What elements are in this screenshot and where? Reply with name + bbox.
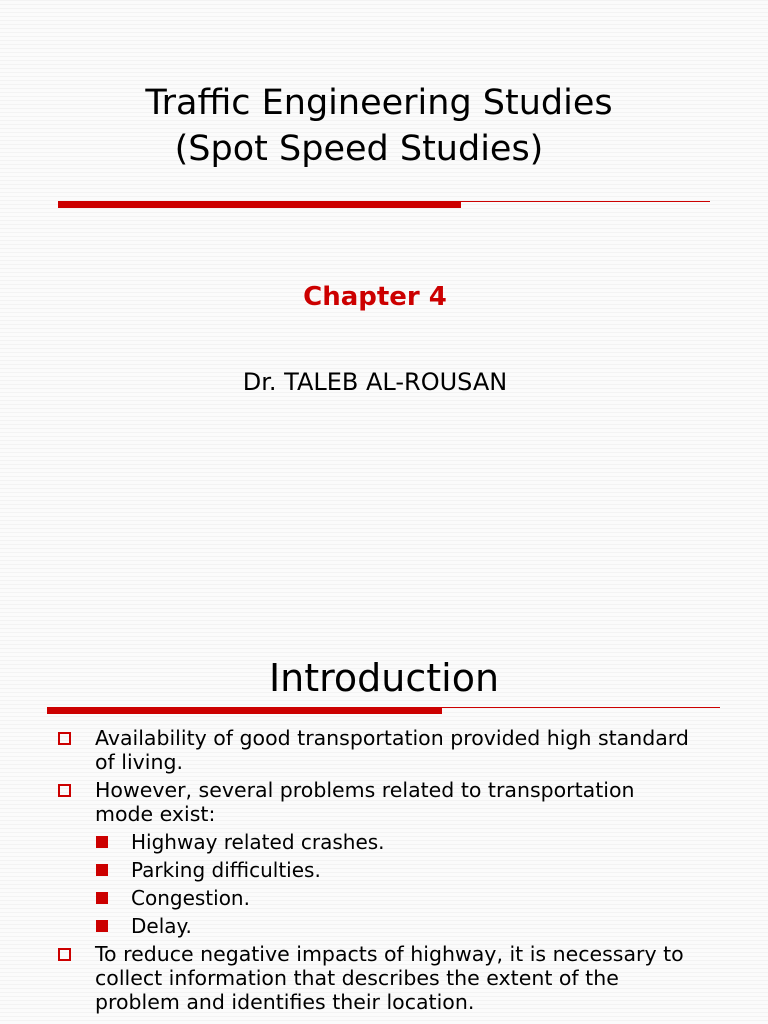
bullet-text: Availability of good transportation provided high standard of living. <box>95 726 689 774</box>
bullet-list <box>0 726 768 1018</box>
divider-thick <box>58 201 461 208</box>
author-name: Dr. TALEB AL-ROUSAN <box>242 368 508 396</box>
chapter-label: Chapter 4 <box>303 282 447 312</box>
solid-square-bullet-icon <box>96 920 108 932</box>
slide-title: Introduction <box>268 656 500 700</box>
list-item <box>0 778 768 938</box>
slide-title <box>0 80 768 172</box>
sub-list-item <box>0 914 698 938</box>
sub-list-item <box>0 886 698 910</box>
solid-square-bullet-icon <box>96 892 108 904</box>
introduction-slide <box>0 620 768 1024</box>
title-divider <box>58 201 710 208</box>
divider-thin <box>461 201 710 202</box>
divider-thick <box>47 707 442 714</box>
list-item <box>0 726 768 774</box>
sub-list-item <box>0 858 698 882</box>
sub-bullet-text: Delay. <box>131 914 192 938</box>
bullet-text: To reduce negative impacts of highway, it is necessary to collect information that describes the extent of the problem and identifies their location. <box>95 942 684 1014</box>
sub-bullet-text: Highway related crashes. <box>131 830 385 854</box>
solid-square-bullet-icon <box>96 864 108 876</box>
sub-bullet-text: Congestion. <box>131 886 250 910</box>
sub-list-item <box>0 830 698 854</box>
hollow-square-bullet-icon <box>58 784 71 797</box>
sub-bullet-text: Parking difficulties. <box>131 858 321 882</box>
title-line-1: Traffic Engineering Studies <box>145 83 613 123</box>
bullet-text: However, several problems related to transportation mode exist: <box>95 778 635 826</box>
divider-thin <box>442 707 720 708</box>
title-divider <box>47 707 720 714</box>
sub-bullet-list <box>95 830 698 938</box>
solid-square-bullet-icon <box>96 836 108 848</box>
list-item <box>0 942 768 1014</box>
hollow-square-bullet-icon <box>58 732 71 745</box>
hollow-square-bullet-icon <box>58 948 71 961</box>
title-line-2: (Spot Speed Studies) <box>174 129 544 169</box>
